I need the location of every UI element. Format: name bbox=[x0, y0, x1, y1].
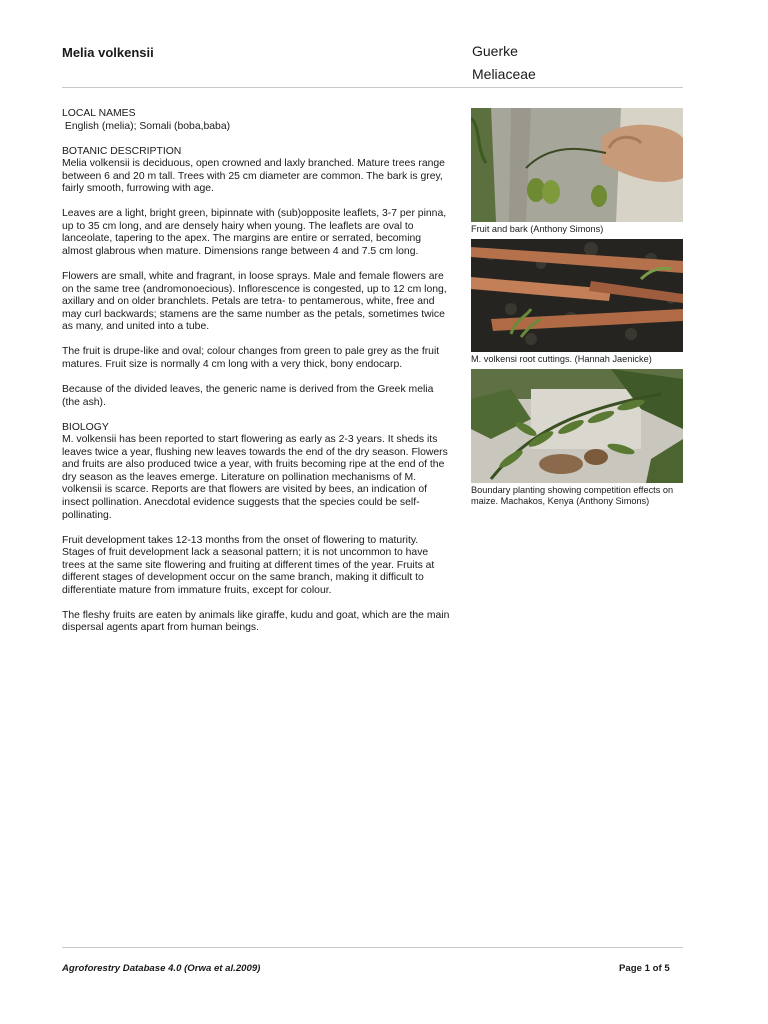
figure-root-cuttings bbox=[471, 239, 686, 365]
botanic-paragraph: Melia volkensii is deciduous, open crowned and laxly branched. Mature trees range between 6 and 20 m tall. Trees with 25 cm diameter are common. The bark is grey, fairly smooth, furrowing with age. bbox=[62, 158, 445, 195]
figure-caption: Fruit and bark (Anthony Simons) bbox=[471, 224, 604, 234]
biology-paragraph: The fleshy fruits are eaten by animals like giraffe, kudu and goat, which are the main dispersal agents apart from human beings. bbox=[62, 609, 450, 634]
botanic-description-heading: BOTANIC DESCRIPTION bbox=[62, 145, 182, 157]
species-author: Guerke bbox=[472, 43, 518, 59]
local-names-text: English (melia); Somali (boba,baba) bbox=[62, 120, 231, 132]
local-names-heading: LOCAL NAMES bbox=[62, 108, 136, 119]
botanic-paragraph: The fruit is drupe-like and oval; colour changes from green to pale grey as the fruit matures. Fruit size is normally 4 cm long with a very thick, bony endocarp. bbox=[62, 346, 440, 370]
figure-fruit-bark bbox=[471, 108, 686, 235]
botanic-paragraph: Leaves are a light, bright green, bipinnate with (sub)opposite leaflets, 3-7 per pinna, up to 35 cm long, and are densely hairy when young. The leaflets are oval to lanceolate, tapering to the apex. The margins are entire or serrated, becoming almost glabrous when mature. Dimensions range between 4 and 7.5 cm long. bbox=[62, 208, 447, 258]
footer-source: Agroforestry Database 4.0 (Orwa et al.2009) bbox=[62, 963, 261, 974]
botanic-paragraph: Because of the divided leaves, the generic name is derived from the Greek melia (the ash). bbox=[62, 384, 434, 408]
figure-caption: Boundary planting showing competition effects on maize. Machakos, Kenya (Anthony Simons) bbox=[471, 485, 674, 507]
botanic-paragraph: Flowers are small, white and fragrant, in loose sprays. Male and female flowers are on the same tree (andromonoecious). Inflorescence is congested, up to 12 cm long, axillary and on older branchlets. Petals are tetra- to pentamerous, white, free and may curl backwards; stamens are the same number as the petals, sometimes twice as many, and united into a tube. bbox=[62, 271, 447, 333]
biology-paragraph: M. volkensii has been reported to start flowering as early as 2-3 years. It sheds its leaves twice a year, flushing new leaves towards the end of the dry season. Flowers and fruits are also produced twice a year, with fruits becoming ripe at the end of the dry season as the leaves emerge. Literature on pollination mechanisms of M. volkensii is scarce. Reports are that flowers are visited by bees, an indication of insect pollination. Anecdotal evidence suggests that the species could be self-pollinating. bbox=[62, 434, 448, 521]
figure-boundary-planting bbox=[471, 369, 686, 507]
species-family: Meliaceae bbox=[472, 66, 536, 82]
header-divider bbox=[62, 87, 683, 88]
page-number: Page 1 of 5 bbox=[619, 963, 670, 974]
biology-paragraph: Fruit development takes 12-13 months from the onset of flowering to maturity. Stages of fruit development lack a seasonal pattern; it is not uncommon to have trees at the same site flowering and fruiting at different times of the year. Fruits at different stages of development occur on the same branch, making it difficult to differentiate mature from immature fruits, except for colour. bbox=[62, 534, 435, 596]
boundary-planting-photo bbox=[471, 369, 683, 483]
biology-heading: BIOLOGY bbox=[62, 421, 109, 433]
fruit-bark-photo bbox=[471, 108, 683, 222]
main-text bbox=[62, 108, 452, 648]
document-title: Melia volkensii bbox=[62, 45, 154, 60]
figure-caption: M. volkensi root cuttings. (Hannah Jaenicke) bbox=[471, 354, 652, 364]
root-cuttings-photo bbox=[471, 239, 683, 352]
footer-divider bbox=[62, 947, 683, 948]
